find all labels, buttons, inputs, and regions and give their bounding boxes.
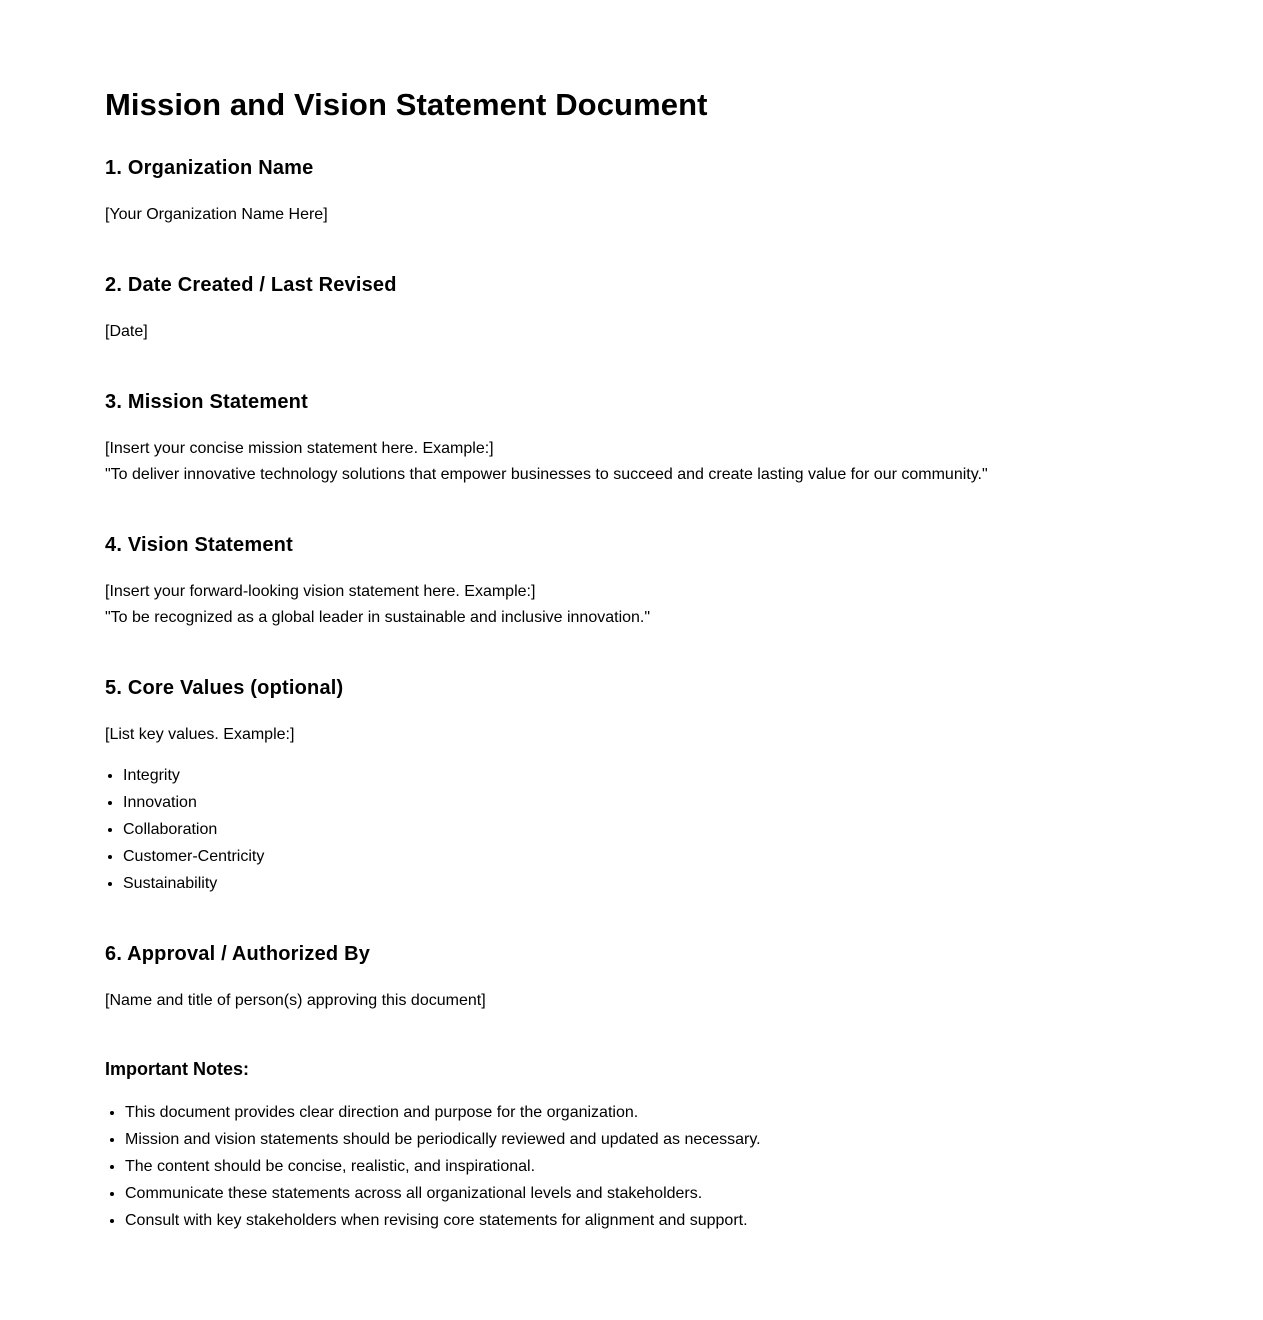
section-heading: 3. Mission Statement — [105, 391, 308, 414]
list-item: • Consult with key stakeholders when revising core statements for alignment and support. — [125, 1207, 1155, 1234]
list-item: • Innovation — [123, 789, 1155, 816]
section-text: "To deliver innovative technology solutions that empower businesses to succeed and create lasting value for our community." — [105, 466, 988, 484]
section-heading: 5. Core Values (optional) — [105, 677, 344, 700]
section-approval — [105, 941, 1155, 1014]
section-mission-statement — [105, 389, 1155, 488]
section-text: [Your Organization Name Here] — [105, 206, 328, 224]
list-item: • Sustainability — [123, 870, 1155, 897]
notes-list — [105, 1099, 1155, 1234]
section-heading: 4. Vision Statement — [105, 534, 293, 557]
section-text: "To be recognized as a global leader in sustainable and inclusive innovation." — [105, 609, 651, 627]
list-item: • Integrity — [123, 762, 1155, 789]
list-item: • Communicate these statements across all organizational levels and stakeholders. — [125, 1180, 1155, 1207]
list-item: • Customer-Centricity — [123, 843, 1155, 870]
section-organization-name — [105, 155, 1155, 228]
section-date — [105, 272, 1155, 345]
notes-heading: Important Notes: — [105, 1059, 249, 1080]
section-text: [List key values. Example:] — [105, 726, 295, 744]
list-item: • This document provides clear direction and purpose for the organization. — [125, 1099, 1155, 1126]
section-core-values — [105, 675, 1155, 897]
section-text: [Insert your forward-looking vision statement here. Example:] — [105, 583, 536, 601]
section-heading: 1. Organization Name — [105, 157, 314, 180]
document-title: Mission and Vision Statement Document — [105, 87, 708, 122]
section-vision-statement — [105, 532, 1155, 631]
core-values-list — [105, 762, 1155, 897]
section-text: [Date] — [105, 323, 148, 341]
section-heading: 6. Approval / Authorized By — [105, 943, 371, 966]
list-item: • Mission and vision statements should be periodically reviewed and updated as necessary. — [125, 1126, 1155, 1153]
section-heading: 2. Date Created / Last Revised — [105, 274, 397, 297]
section-text: [Insert your concise mission statement here. Example:] — [105, 440, 494, 458]
list-item: • Collaboration — [123, 816, 1155, 843]
important-notes — [105, 1058, 1155, 1233]
list-item: • The content should be concise, realistic, and inspirational. — [125, 1153, 1155, 1180]
section-text: [Name and title of person(s) approving this document] — [105, 992, 486, 1010]
